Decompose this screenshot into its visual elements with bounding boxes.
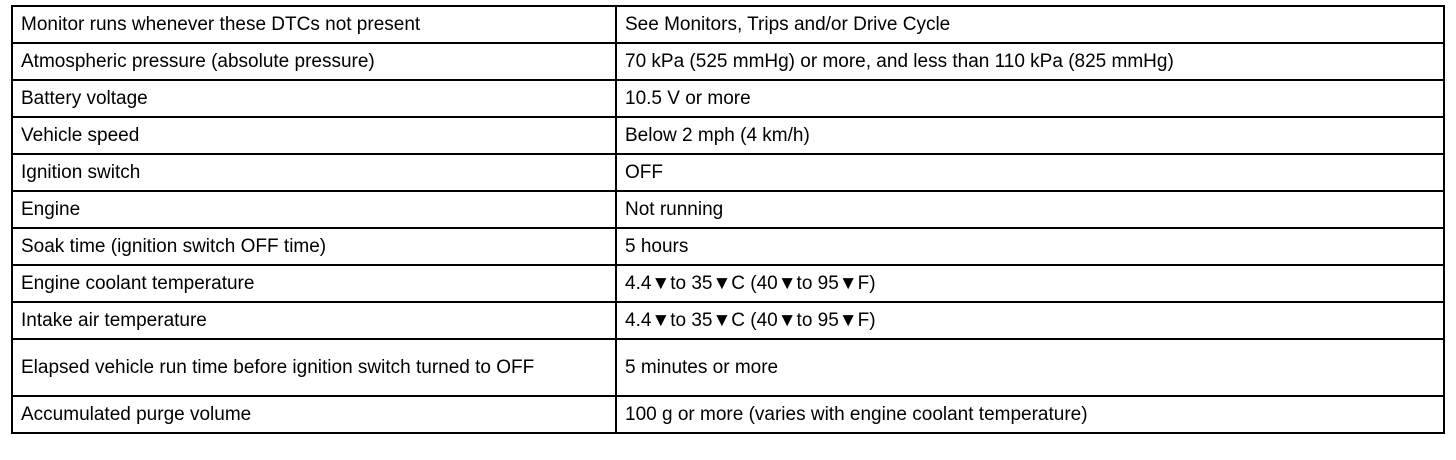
condition-value: 4.4▼to 35▼C (40▼to 95▼F)	[616, 302, 1444, 339]
conditions-table	[11, 5, 1445, 434]
condition-item: Elapsed vehicle run time before ignition switch turned to OFF	[12, 339, 616, 396]
table-row	[12, 43, 1444, 80]
condition-item: Soak time (ignition switch OFF time)	[12, 228, 616, 265]
condition-item: Vehicle speed	[12, 117, 616, 154]
table-row	[12, 154, 1444, 191]
table-row	[12, 80, 1444, 117]
table-row	[12, 265, 1444, 302]
condition-value: OFF	[616, 154, 1444, 191]
table-row	[12, 117, 1444, 154]
condition-value: 5 hours	[616, 228, 1444, 265]
condition-item: Intake air temperature	[12, 302, 616, 339]
condition-item: Accumulated purge volume	[12, 396, 616, 433]
condition-value: See Monitors, Trips and/or Drive Cycle	[616, 6, 1444, 43]
condition-item: Engine	[12, 191, 616, 228]
condition-item: Atmospheric pressure (absolute pressure)	[12, 43, 616, 80]
condition-value: 70 kPa (525 mmHg) or more, and less than 110 kPa (825 mmHg)	[616, 43, 1444, 80]
condition-value: 10.5 V or more	[616, 80, 1444, 117]
table-row	[12, 339, 1444, 396]
condition-value: 100 g or more (varies with engine coolant temperature)	[616, 396, 1444, 433]
condition-value: Below 2 mph (4 km/h)	[616, 117, 1444, 154]
table-row	[12, 228, 1444, 265]
condition-value: 4.4▼to 35▼C (40▼to 95▼F)	[616, 265, 1444, 302]
table-row	[12, 302, 1444, 339]
condition-value: Not running	[616, 191, 1444, 228]
condition-value: 5 minutes or more	[616, 339, 1444, 396]
condition-item: Monitor runs whenever these DTCs not present	[12, 6, 616, 43]
condition-item: Engine coolant temperature	[12, 265, 616, 302]
table-row	[12, 396, 1444, 433]
table-row	[12, 191, 1444, 228]
condition-item: Ignition switch	[12, 154, 616, 191]
table-row	[12, 6, 1444, 43]
condition-item: Battery voltage	[12, 80, 616, 117]
